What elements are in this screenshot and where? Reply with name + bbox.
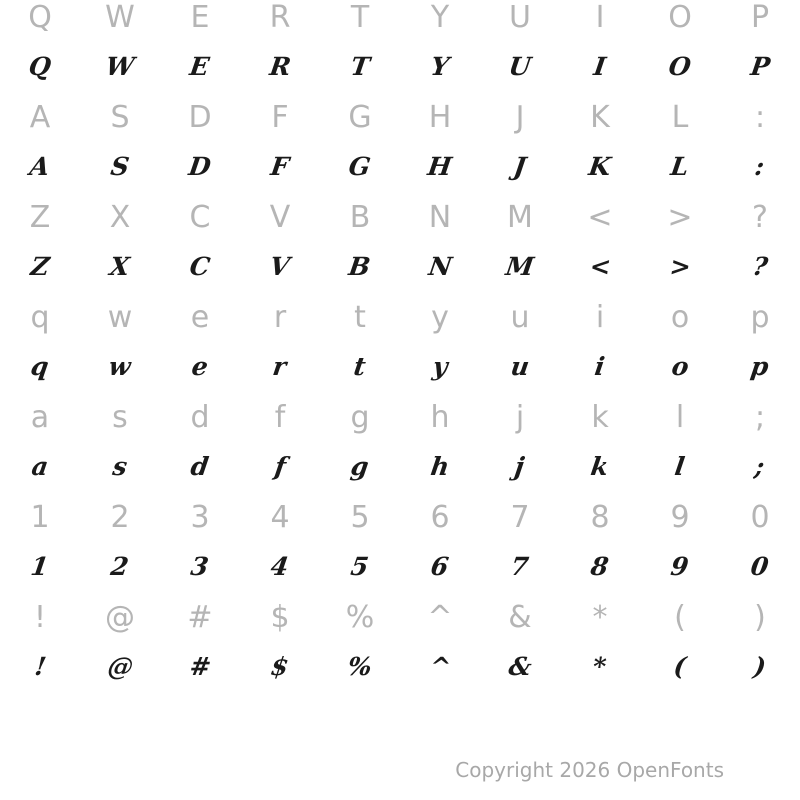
glyph-cell: K bbox=[587, 151, 613, 181]
glyph-cell: 7 bbox=[510, 500, 530, 535]
glyph-cell: h bbox=[430, 400, 450, 435]
glyph-cell: u bbox=[508, 351, 532, 381]
glyph-cell: # bbox=[187, 651, 213, 681]
glyph-cell: 0 bbox=[749, 551, 771, 581]
glyph-cell: * bbox=[592, 600, 608, 635]
glyph-cell: k bbox=[591, 400, 609, 435]
glyph-cell: ^ bbox=[427, 600, 453, 635]
glyph-cell: O bbox=[668, 0, 692, 35]
glyph-cell: W bbox=[103, 51, 137, 81]
glyph-cell: M bbox=[504, 251, 536, 281]
glyph-cell: > bbox=[667, 200, 693, 235]
glyph-cell: E bbox=[188, 51, 212, 81]
glyph-cell: : bbox=[753, 151, 767, 181]
glyph-cell: T bbox=[350, 0, 370, 35]
copyright-text: Copyright 2026 OpenFonts bbox=[455, 758, 724, 782]
glyph-cell: 8 bbox=[590, 500, 610, 535]
glyph-cell: T bbox=[348, 51, 372, 81]
glyph-cell: $ bbox=[270, 600, 290, 635]
glyph-cell: w bbox=[107, 351, 133, 381]
glyph-cell: i bbox=[595, 300, 605, 335]
glyph-cell: @ bbox=[105, 651, 135, 681]
glyph-cell: L bbox=[669, 151, 691, 181]
glyph-cell: h bbox=[428, 451, 452, 481]
glyph-cell: Y bbox=[430, 0, 450, 35]
glyph-cell: : bbox=[754, 100, 766, 135]
glyph-cell: a bbox=[29, 451, 51, 481]
glyph-cell: U bbox=[507, 51, 533, 81]
glyph-cell: N bbox=[426, 251, 454, 281]
glyph-cell: < bbox=[587, 200, 613, 235]
glyph-cell: p bbox=[749, 351, 771, 381]
glyph-row-reference bbox=[0, 93, 800, 143]
glyph-cell: l bbox=[675, 400, 685, 435]
glyph-cell: a bbox=[30, 400, 50, 435]
glyph-cell: < bbox=[587, 251, 613, 281]
glyph-cell: ! bbox=[33, 600, 47, 635]
glyph-cell: Q bbox=[27, 51, 53, 81]
glyph-cell: @ bbox=[105, 600, 135, 635]
glyph-cell: ! bbox=[32, 651, 48, 681]
glyph-row-specimen bbox=[0, 441, 800, 491]
glyph-cell: R bbox=[269, 0, 291, 35]
glyph-cell: & bbox=[506, 651, 534, 681]
glyph-row-specimen bbox=[0, 641, 800, 691]
glyph-cell: 1 bbox=[30, 500, 50, 535]
glyph-cell: 3 bbox=[189, 551, 211, 581]
glyph-cell: % bbox=[346, 651, 374, 681]
glyph-cell: k bbox=[589, 451, 611, 481]
glyph-row-specimen bbox=[0, 541, 800, 591]
glyph-cell: f bbox=[272, 451, 288, 481]
glyph-cell: ; bbox=[754, 400, 766, 435]
glyph-cell: t bbox=[354, 300, 366, 335]
glyph-cell: Y bbox=[429, 51, 451, 81]
glyph-cell: A bbox=[28, 151, 52, 181]
glyph-cell: r bbox=[271, 351, 289, 381]
glyph-cell: L bbox=[671, 100, 689, 135]
glyph-cell: 3 bbox=[190, 500, 210, 535]
glyph-row-reference bbox=[0, 593, 800, 643]
glyph-cell: A bbox=[29, 100, 51, 135]
glyph-cell: f bbox=[274, 400, 286, 435]
glyph-cell: B bbox=[349, 200, 371, 235]
glyph-cell: J bbox=[512, 151, 528, 181]
glyph-cell: V bbox=[268, 251, 292, 281]
glyph-cell: 8 bbox=[589, 551, 611, 581]
glyph-cell: ) bbox=[752, 651, 768, 681]
glyph-cell: l bbox=[673, 451, 687, 481]
glyph-cell: ) bbox=[754, 600, 766, 635]
glyph-cell: ? bbox=[752, 200, 768, 235]
glyph-cell: * bbox=[591, 651, 609, 681]
glyph-row-reference bbox=[0, 0, 800, 43]
glyph-cell: K bbox=[590, 100, 610, 135]
glyph-cell: X bbox=[109, 200, 131, 235]
glyph-cell: H bbox=[428, 100, 452, 135]
glyph-cell: g bbox=[350, 400, 370, 435]
glyph-cell: y bbox=[431, 300, 449, 335]
glyph-cell: 6 bbox=[429, 551, 451, 581]
glyph-cell: t bbox=[352, 351, 368, 381]
glyph-cell: p bbox=[750, 300, 770, 335]
glyph-cell: q bbox=[29, 351, 51, 381]
glyph-cell: R bbox=[267, 51, 293, 81]
glyph-cell: ^ bbox=[427, 651, 453, 681]
glyph-cell: > bbox=[667, 251, 693, 281]
glyph-cell: o bbox=[670, 300, 690, 335]
glyph-cell: M bbox=[507, 200, 533, 235]
glyph-row-reference bbox=[0, 393, 800, 443]
glyph-cell: Q bbox=[28, 0, 52, 35]
glyph-cell: F bbox=[269, 151, 291, 181]
glyph-cell: O bbox=[667, 51, 693, 81]
glyph-row-specimen bbox=[0, 341, 800, 391]
glyph-cell: V bbox=[269, 200, 291, 235]
glyph-cell: o bbox=[669, 351, 691, 381]
glyph-cell: S bbox=[108, 151, 132, 181]
glyph-cell: 6 bbox=[430, 500, 450, 535]
glyph-cell: 2 bbox=[110, 500, 130, 535]
glyph-cell: D bbox=[187, 151, 213, 181]
glyph-cell: 7 bbox=[509, 551, 531, 581]
glyph-cell: # bbox=[187, 600, 213, 635]
glyph-cell: ( bbox=[674, 600, 686, 635]
glyph-row-reference bbox=[0, 493, 800, 543]
glyph-cell: X bbox=[108, 251, 132, 281]
glyph-cell: y bbox=[430, 351, 450, 381]
glyph-cell: w bbox=[107, 300, 133, 335]
glyph-cell: e bbox=[190, 351, 210, 381]
glyph-cell: C bbox=[189, 200, 211, 235]
glyph-row-reference bbox=[0, 293, 800, 343]
glyph-cell: Z bbox=[29, 200, 51, 235]
glyph-row-reference bbox=[0, 193, 800, 243]
glyph-cell: $ bbox=[269, 651, 291, 681]
glyph-cell: & bbox=[508, 600, 532, 635]
glyph-cell: 2 bbox=[109, 551, 131, 581]
glyph-cell: ( bbox=[672, 651, 688, 681]
glyph-cell: H bbox=[426, 151, 454, 181]
glyph-cell: 0 bbox=[750, 500, 770, 535]
glyph-cell: P bbox=[748, 51, 772, 81]
glyph-cell: D bbox=[188, 100, 212, 135]
glyph-cell: d bbox=[189, 451, 211, 481]
glyph-cell: 9 bbox=[670, 500, 690, 535]
glyph-cell: 5 bbox=[349, 551, 371, 581]
glyph-cell: j bbox=[515, 400, 525, 435]
glyph-cell: 9 bbox=[669, 551, 691, 581]
glyph-cell: S bbox=[110, 100, 130, 135]
glyph-cell: G bbox=[348, 100, 372, 135]
glyph-cell: 4 bbox=[269, 551, 291, 581]
glyph-cell: U bbox=[509, 0, 531, 35]
glyph-cell: j bbox=[513, 451, 527, 481]
glyph-row-specimen bbox=[0, 41, 800, 91]
glyph-row-specimen bbox=[0, 141, 800, 191]
glyph-cell: r bbox=[273, 300, 287, 335]
glyph-cell: F bbox=[271, 100, 289, 135]
glyph-cell: % bbox=[345, 600, 375, 635]
glyph-cell: s bbox=[110, 451, 130, 481]
glyph-cell: N bbox=[428, 200, 452, 235]
glyph-cell: G bbox=[347, 151, 373, 181]
glyph-cell: 5 bbox=[350, 500, 370, 535]
glyph-cell: d bbox=[190, 400, 210, 435]
glyph-cell: Z bbox=[28, 251, 52, 281]
glyph-cell: e bbox=[190, 300, 210, 335]
glyph-cell: u bbox=[510, 300, 530, 335]
glyph-cell: W bbox=[105, 0, 135, 35]
glyph-row-specimen bbox=[0, 241, 800, 291]
glyph-cell: C bbox=[188, 251, 212, 281]
glyph-cell: B bbox=[347, 251, 373, 281]
glyph-cell: 1 bbox=[29, 551, 51, 581]
glyph-cell: i bbox=[593, 351, 607, 381]
glyph-cell: I bbox=[592, 51, 608, 81]
glyph-cell: 4 bbox=[270, 500, 290, 535]
glyph-cell: J bbox=[515, 100, 525, 135]
glyph-cell: s bbox=[112, 400, 128, 435]
glyph-cell: E bbox=[190, 0, 210, 35]
glyph-cell: q bbox=[30, 300, 50, 335]
glyph-cell: P bbox=[750, 0, 770, 35]
glyph-cell: ; bbox=[753, 451, 767, 481]
glyph-cell: g bbox=[349, 451, 371, 481]
glyph-cell: ? bbox=[750, 251, 770, 281]
glyph-cell: I bbox=[595, 0, 605, 35]
